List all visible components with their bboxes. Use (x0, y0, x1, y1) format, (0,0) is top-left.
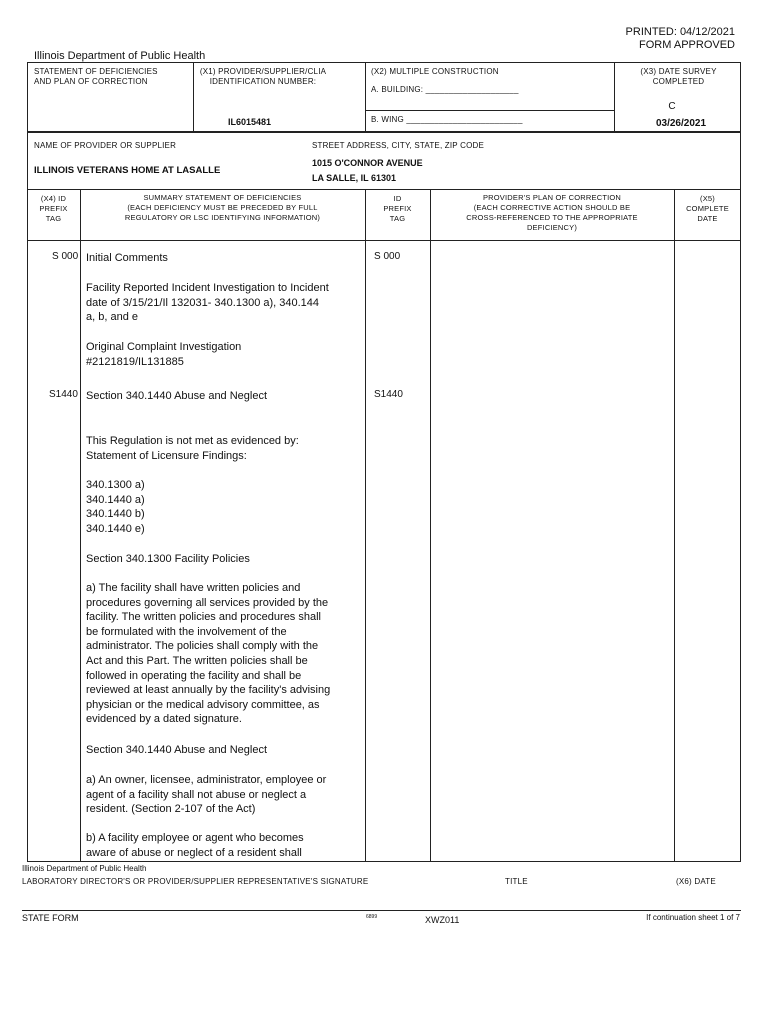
provider-name: ILLINOIS VETERANS HOME AT LASALLE (34, 165, 221, 176)
signature-label: LABORATORY DIRECTOR'S OR PROVIDER/SUPPLIER REPRESENTATIVE'S SIGNATURE (22, 877, 369, 886)
title-label: TITLE (505, 877, 528, 886)
section-heading: Section 340.1440 Abuse and Neglect (86, 390, 268, 402)
paragraph-abuse-b: b) A facility employee or agent who becomes aware of abuse or neglect of a resident shall (86, 832, 304, 859)
paragraph-regulation: This Regulation is not met as evidenced by: Statement of Licensure Findings: (86, 435, 299, 462)
x5-column-header: (X5) COMPLETE DATE (686, 194, 729, 223)
x3-survey-date: 03/26/2021 (655, 118, 707, 129)
id-column-header: ID PREFIX TAG (383, 194, 412, 223)
statement-label: STATEMENT OF DEFICIENCIES AND PLAN OF CORRECTION (34, 67, 158, 86)
continuation-sheet: If continuation sheet 1 of 7 (646, 913, 740, 922)
x3-label: (X3) DATE SURVEY COMPLETED (640, 67, 717, 86)
printed-header (626, 26, 735, 52)
state-form-label: STATE FORM (22, 913, 79, 923)
building-field: A. BUILDING: ____________________ (371, 85, 519, 94)
printed-date: PRINTED: 04/12/2021 (625, 26, 735, 38)
tag-s1440-left: S1440 (49, 389, 78, 400)
paragraph-facility-policies-title: Section 340.1300 Facility Policies (86, 553, 250, 565)
plan-column-header: PROVIDER'S PLAN OF CORRECTION (EACH CORRECTIVE ACTION SHOULD BE CROSS-REFERENCED TO THE APPROPRIATE DEFICIENCY) (466, 193, 638, 232)
wing-field: B. WING _________________________ (371, 115, 523, 124)
paragraph-abuse-title: Section 340.1440 Abuse and Neglect (86, 744, 268, 756)
paragraph-complaint: Original Complaint Investigation #2121819/IL131885 (86, 341, 242, 368)
x3-code: C (668, 101, 676, 112)
x2-label: (X2) MULTIPLE CONSTRUCTION (371, 67, 499, 76)
provider-name-label: NAME OF PROVIDER OR SUPPLIER (34, 141, 177, 150)
x1-identification-number: IL6015481 (228, 117, 272, 127)
form-code: XWZ011 (425, 915, 460, 925)
tag-s000-left: S 000 (52, 251, 79, 262)
summary-column-header: SUMMARY STATEMENT OF DEFICIENCIES (EACH DEFICIENCY MUST BE PRECEDED BY FULL REGULATORY OR LSC IDENTIFYING INFORMATION) (124, 193, 321, 222)
agency-title: Illinois Department of Public Health (34, 50, 206, 62)
x4-column-header: (X4) ID PREFIX TAG (39, 194, 68, 223)
tag-s000-right: S 000 (374, 251, 401, 262)
address-label: STREET ADDRESS, CITY, STATE, ZIP CODE (312, 141, 485, 150)
form-number: 6899 (366, 914, 378, 920)
paragraph-facility-policies: a) The facility shall have written policies and procedures governing all services provided by the facility. The written policies and procedures shall be formulated with the involvement of the administrator. The policies shall comply with the Act and this Part. The written policies shall be followed in operating the facility and shall be reviewed at least annually by the facility's advising physician or the medical advisory committee, as evidenced by a dated signature. (86, 582, 331, 726)
paragraph-incident: Facility Reported Incident Investigation to Incident date of 3/15/21/Il 132031- 340.1300 a), 340.144 a, b, and e (86, 282, 329, 324)
tag-s1440-right: S1440 (374, 389, 403, 400)
date-label: (X6) DATE (676, 877, 716, 886)
street-address: 1015 O'CONNOR AVENUE (312, 158, 423, 168)
city-state-zip: LA SALLE, IL 61301 (312, 173, 397, 183)
footer-agency: Illinois Department of Public Health (22, 864, 147, 873)
initial-comments: Initial Comments (86, 252, 168, 264)
x1-label: (X1) PROVIDER/SUPPLIER/CLIA IDENTIFICATION NUMBER: (199, 67, 327, 86)
form-approved: FORM APPROVED (639, 39, 735, 51)
paragraph-abuse-a: a) An owner, licensee, administrator, employee or agent of a facility shall not abuse or neglect a resident. (Section 2-107 of the Act) (86, 774, 327, 816)
paragraph-citations: 340.1300 a) 340.1440 a) 340.1440 b) 340.1440 e) (86, 479, 145, 535)
